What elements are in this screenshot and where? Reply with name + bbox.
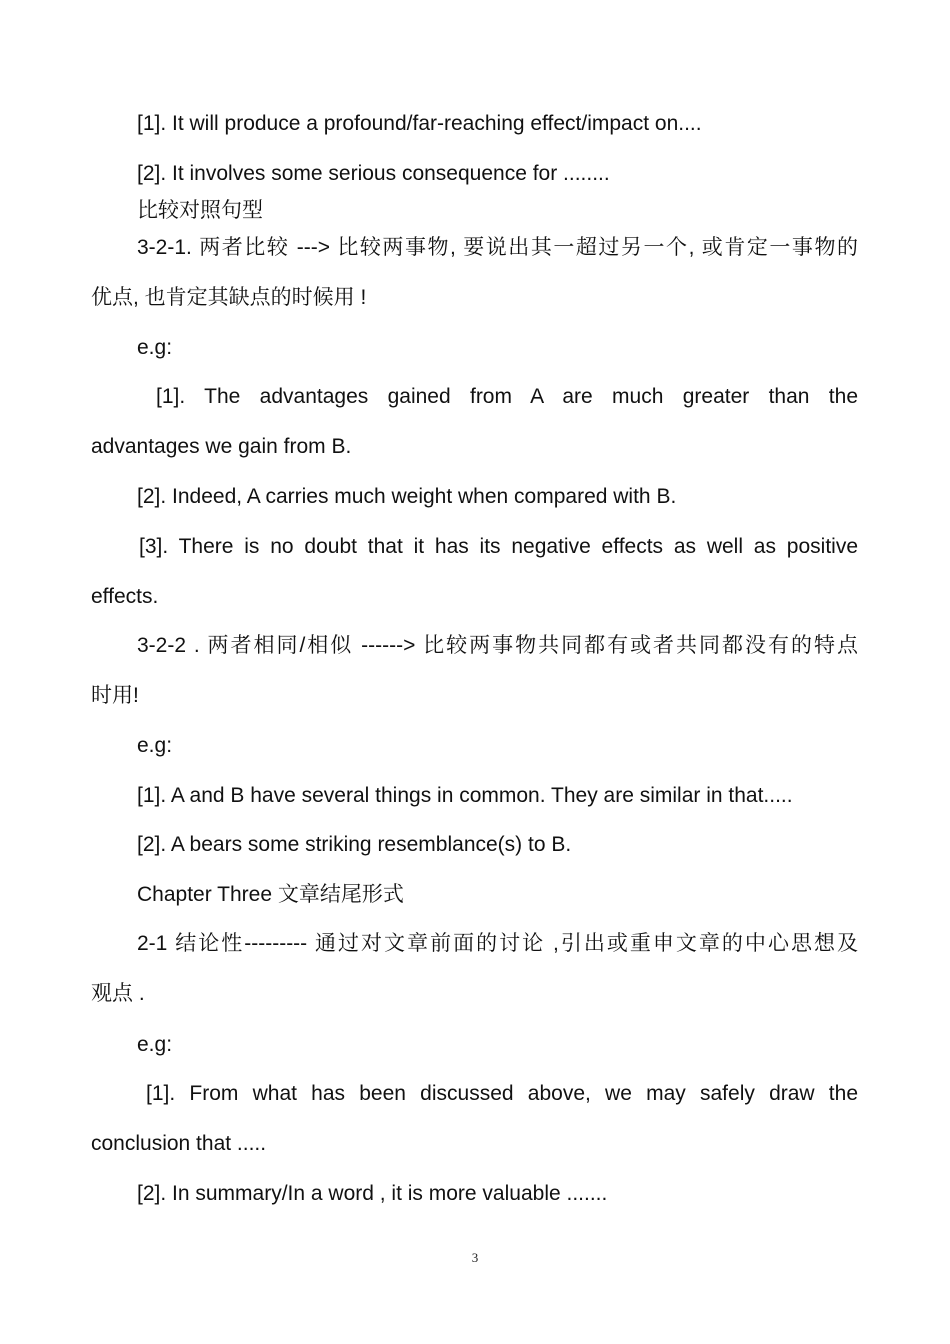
eg-label: e.g: [137,734,173,757]
subsection-3-2-2-line2: 时用! [91,684,139,707]
example-conclusion-line2: conclusion that ..... [91,1132,267,1155]
subsection-3-2-1-line2: 优点, 也肯定其缺点的时候用 ! [91,286,367,309]
example-carries-weight: [2]. Indeed, A carries much weight when compared with B. [137,485,677,508]
example-resemblance: [2]. A bears some striking resemblance(s) to B. [137,833,572,856]
subsection-3-2-1-line1: 3-2-1. 两者比较 ---> 比较两事物, 要说出其一超过另一个, 或肯定一事物的 [137,236,858,259]
example-no-doubt-line2: effects. [91,585,159,608]
example-no-doubt-line1: [3]. There is no doubt that it has its negative effects as well as positive [139,535,858,558]
example-conclusion-line1: [1]. From what has been discussed above, we may safely draw the [146,1082,858,1105]
section-heading-comparison: 比较对照句型 [137,199,263,222]
subsection-3-2-2-line1: 3-2-2 . 两者相同/相似 ------> 比较两事物共同都有或者共同都没有的特点 [137,634,858,657]
subsection-2-1-line2: 观点 . [91,982,145,1005]
example-line-produce-effect: [1]. It will produce a profound/far-reaching effect/impact on.... [137,112,702,135]
example-in-summary: [2]. In summary/In a word , it is more valuable ....... [137,1182,608,1205]
example-in-common: [1]. A and B have several things in common. They are similar in that..... [137,784,793,807]
example-advantages-line1: [1]. The advantages gained from A are much greater than the [156,385,858,408]
eg-label: e.g: [137,1033,173,1056]
example-line-consequence: [2]. It involves some serious consequence for ........ [137,162,610,185]
subsection-2-1-line1: 2-1 结论性--------- 通过对文章前面的讨论 ,引出或重申文章的中心思想及 [137,932,858,955]
example-advantages-line2: advantages we gain from B. [91,435,352,458]
chapter-three-heading: Chapter Three 文章结尾形式 [137,883,404,906]
eg-label: e.g: [137,336,173,359]
page-number: 3 [471,1250,479,1265]
